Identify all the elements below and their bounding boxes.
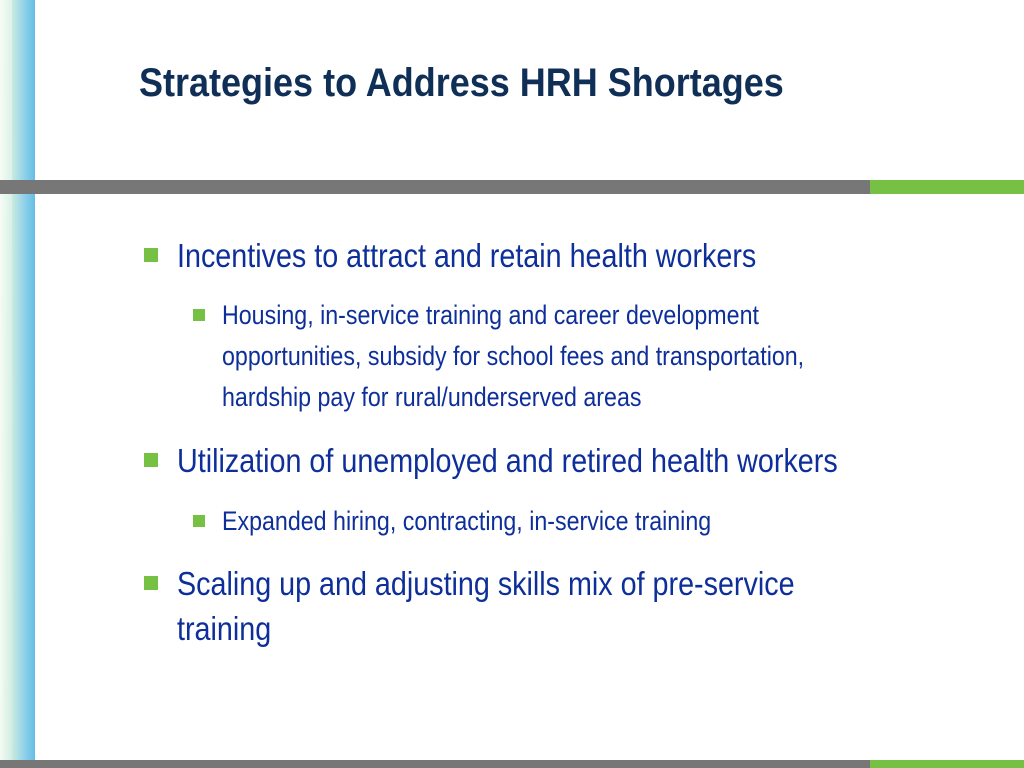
sub-bullet-line: opportunities, subsidy for school fees and transportation,	[222, 341, 805, 371]
left-gradient-highlight	[0, 0, 12, 768]
footer-divider-green	[870, 760, 1024, 768]
bullet-line: training	[177, 610, 272, 647]
bullet-item	[177, 561, 795, 651]
sub-bullet-marker	[193, 309, 205, 321]
sub-bullet-line: Housing, in-service training and career development	[222, 300, 759, 330]
sub-bullet-item	[222, 501, 711, 542]
bullet-item: Utilization of unemployed and retired health workers	[177, 442, 838, 479]
left-gradient-bar	[0, 0, 35, 768]
bullet-marker	[144, 576, 158, 590]
bullet-item: Incentives to attract and retain health workers	[177, 237, 757, 274]
sub-bullet-line: hardship pay for rural/underserved areas	[222, 382, 642, 412]
bullet-marker	[144, 453, 158, 467]
footer-divider-gray	[0, 760, 870, 768]
bullet-list	[140, 0, 990, 768]
sub-bullet-marker	[193, 515, 205, 527]
bullet-marker	[144, 248, 158, 262]
sub-bullet-line: Expanded hiring, contracting, in-service training	[222, 506, 712, 536]
slide-title: Strategies to Address HRH Shortages	[139, 61, 784, 105]
bullet-line: Scaling up and adjusting skills mix of pre-service	[177, 565, 795, 602]
sub-bullet-item	[222, 295, 804, 418]
